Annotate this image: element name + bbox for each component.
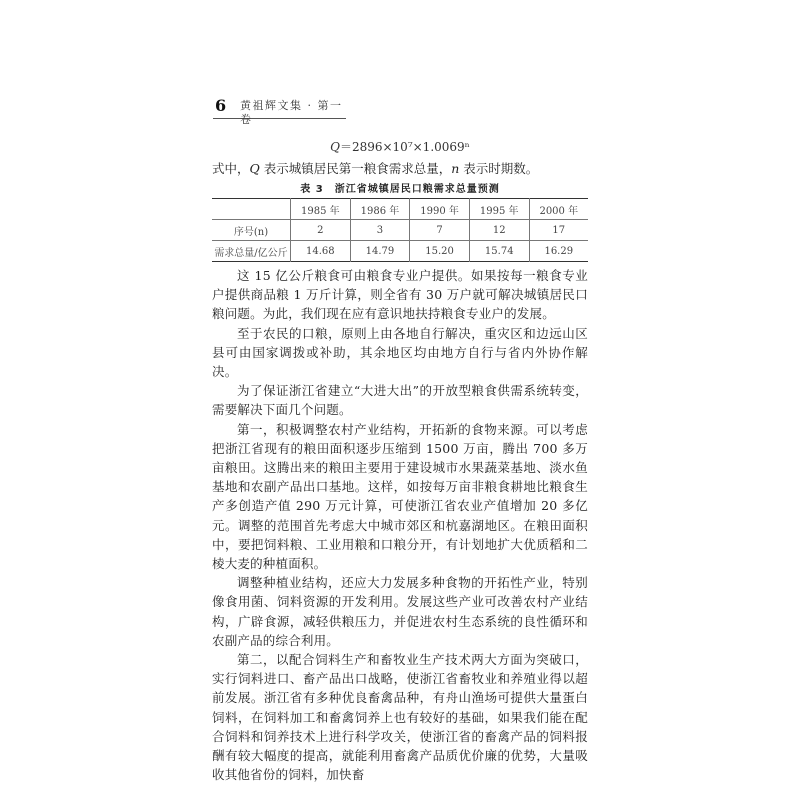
formula-note-suffix: 表示时期数。 bbox=[459, 161, 539, 176]
table-cell: 12 bbox=[469, 220, 529, 241]
table-header-cell bbox=[212, 199, 291, 220]
table-cell: 16.29 bbox=[529, 241, 588, 262]
paragraph: 为了保证浙江省建立“大进大出”的开放型粮食供需系统转变，需要解决下面几个问题。 bbox=[212, 383, 588, 418]
paragraph: 第一，积极调整农村产业结构，开拓新的食物来源。可以考虑把浙江省现有的粮田面积逐步压缩到 1500 万亩，腾出 700 多万亩粮田。这腾出来的粮田主要用于建设城市水果蔬菜基地、淡水鱼基地和农副产品出口基地。这样，如按每万亩非粮食耕地比粮食生产多创造产值 290 万元计算，可使浙江省农业产值增加 20 多亿元。调整的范围首先考虑大中城市郊区和杭嘉湖地区。在粮田面积中，要把饲料粮、工业用粮和口粮分开，有计划地扩大优质稻和二棱大麦的种植面积。 bbox=[212, 421, 588, 572]
table-header-cell: 1995 年 bbox=[469, 199, 529, 220]
formula-lhs: Q bbox=[330, 140, 340, 154]
running-header bbox=[213, 96, 346, 126]
formula bbox=[0, 139, 800, 155]
table-header-row bbox=[212, 199, 588, 220]
table-cell: 3 bbox=[350, 220, 410, 241]
formula-note-var-n: n bbox=[451, 161, 460, 176]
table-cell: 14.79 bbox=[350, 241, 410, 262]
table-header-cell: 1986 年 bbox=[350, 199, 410, 220]
table-row bbox=[212, 241, 588, 262]
table-cell: 2 bbox=[291, 220, 351, 241]
table-header-cell: 1990 年 bbox=[410, 199, 470, 220]
formula-note-var-q: Q bbox=[249, 161, 260, 176]
table-cell: 7 bbox=[410, 220, 470, 241]
table-cell: 15.20 bbox=[410, 241, 470, 262]
table-row bbox=[212, 220, 588, 241]
page-number: 6 bbox=[215, 96, 227, 115]
table-cell: 17 bbox=[529, 220, 588, 241]
demand-forecast-table bbox=[212, 198, 588, 262]
table-header-cell: 1985 年 bbox=[291, 199, 351, 220]
table-cell: 序号(n) bbox=[212, 220, 291, 241]
table-caption: 表 3 浙江省城镇居民口粮需求总量预测 bbox=[300, 184, 500, 195]
paragraph: 至于农民的口粮，原则上由各地自行解决，重灾区和边远山区县可由国家调拨或补助，其余地区均由地方自行与省内外协作解决。 bbox=[212, 325, 588, 380]
paragraph: 调整种植业结构，还应大力发展多种食物的开拓性产业，特别像食用菌、饲料资源的开发利用。发展这些产业可改善农村产业结构，广辟食源，减轻供粮压力，并促进农村生态系统的良性循环和农副产品的综合利用。 bbox=[212, 575, 588, 648]
formula-note-mid: 表示城镇居民第一粮食需求总量， bbox=[259, 161, 452, 176]
table-cell: 14.68 bbox=[291, 241, 351, 262]
formula-note bbox=[212, 160, 538, 178]
paragraph: 这 15 亿公斤粮食可由粮食专业户提供。如果按每一粮食专业户提供商品粮 1 万斤计算，则全省有 30 万户就可解决城镇居民口粮问题。为此，我们现在应有意识地扶持粮食专业户的发展。 bbox=[212, 268, 588, 322]
running-title: 黄祖辉文集 · 第一卷 bbox=[240, 99, 343, 126]
table-cell: 需求总量/亿公斤 bbox=[214, 247, 288, 259]
table-header-cell: 2000 年 bbox=[529, 199, 588, 220]
formula-note-prefix: 式中， bbox=[212, 161, 250, 176]
table-cell: 15.74 bbox=[469, 241, 529, 262]
paragraph: 第二，以配合饲料生产和畜牧业生产技术两大方面为突破口，实行饲料进口、畜产品出口战略，使浙江省畜牧业和养殖业得以超前发展。浙江省有多种优良畜禽品种，有舟山渔场可提供大量蛋白饲料，在饲料加工和畜禽饲养上也有较好的基础，如果我们能在配合饲料和饲养技术上进行科学攻关，使浙江省的畜禽产品的饲料报酬有较大幅度的提高，就能利用畜禽产品质优价廉的优势，大量吸收其他省份的饲料，加快畜 bbox=[212, 652, 588, 783]
body-text bbox=[212, 266, 588, 784]
formula-rhs: ＝2896×10⁷×1.0069ⁿ bbox=[339, 140, 470, 154]
